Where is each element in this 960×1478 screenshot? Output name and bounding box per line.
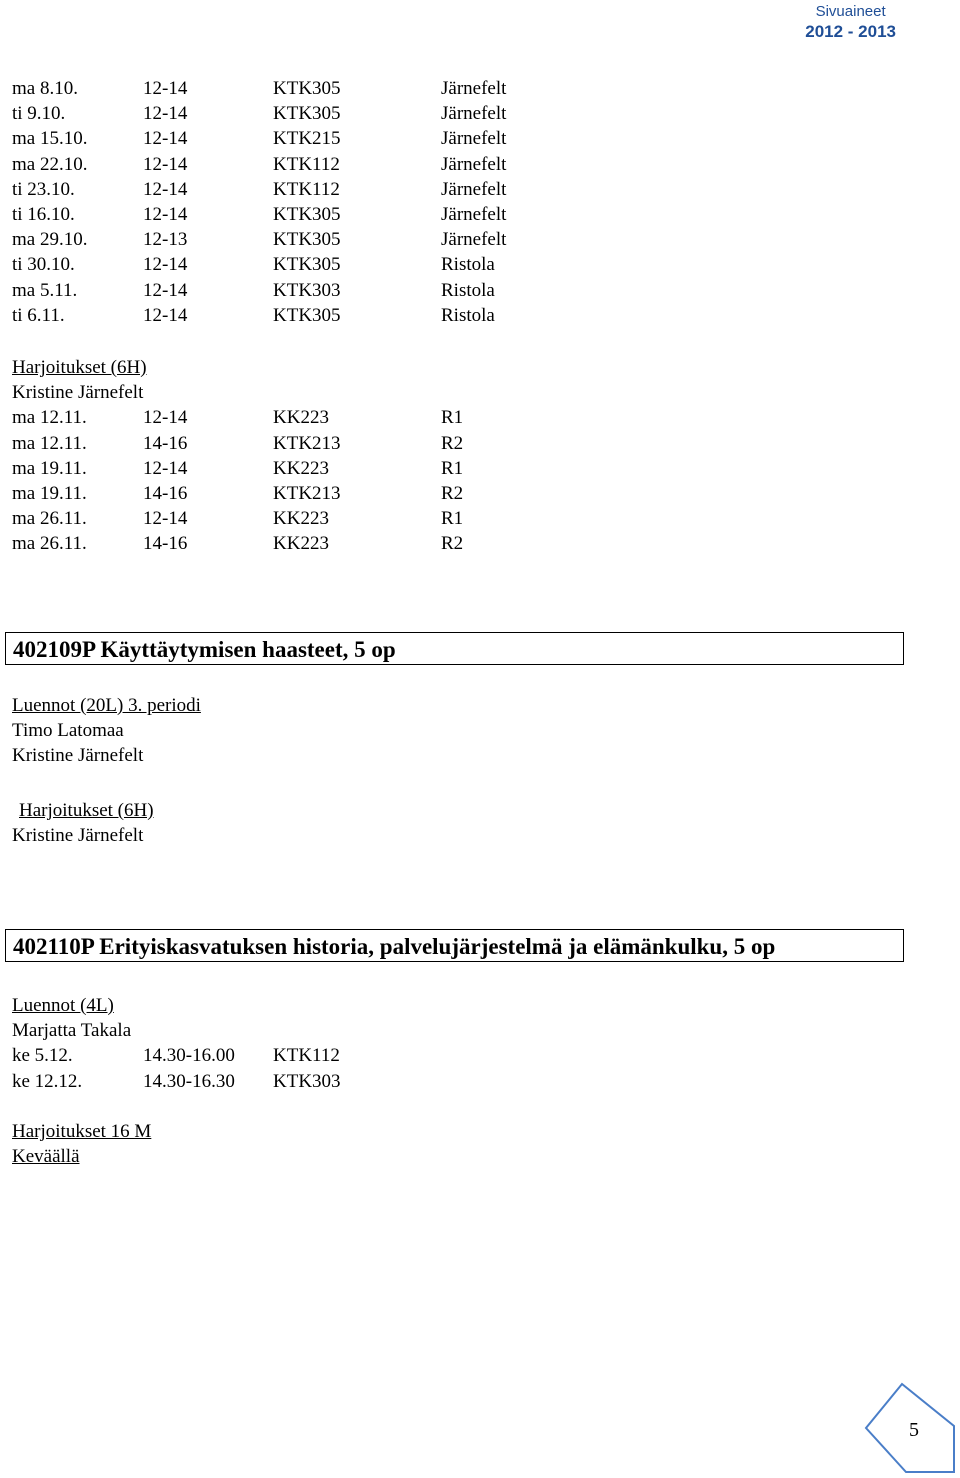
room-cell: KTK213 [273,482,341,504]
time-cell: 12-14 [143,103,188,125]
date-cell: ti 23.10. [12,178,75,200]
teacher-cell: Järnefelt [441,203,507,225]
room-cell: KTK305 [273,304,341,326]
teacher-cell: R1 [441,407,464,429]
teacher-cell: Järnefelt [441,128,507,150]
room-cell: KTK305 [273,254,341,276]
time-cell: 12-14 [143,178,188,200]
teacher-cell: R1 [441,457,464,479]
lectures-schedule [12,1043,341,1093]
page-header [805,2,896,42]
schedule-row [12,431,464,456]
teacher-cell: Ristola [441,254,495,276]
lecturer-name: Kristine Järnefelt [12,745,144,767]
page-number-badge [862,1382,958,1474]
time-cell: 14-16 [143,432,188,454]
date-cell: ke 5.12. [12,1045,73,1067]
time-cell: 12-14 [143,304,188,326]
exercises-schedule [12,405,464,556]
teacher-cell: Ristola [441,304,495,326]
room-cell: KTK112 [273,1045,340,1067]
teacher-cell: R1 [441,508,464,530]
date-cell: ma 8.10. [12,78,78,99]
lecturer-name: Timo Latomaa [12,720,124,742]
teacher-cell: Järnefelt [441,153,507,175]
time-cell: 12-14 [143,407,188,429]
teacher-cell: Järnefelt [441,103,507,125]
room-cell: KTK305 [273,103,341,125]
date-cell: ti 9.10. [12,103,66,125]
date-cell: ma 29.10. [12,229,88,251]
exercises-teacher: Kristine Järnefelt [12,825,144,846]
teacher-cell: Ristola [441,279,495,301]
exercises-heading: Harjoitukset (6H) [12,357,147,378]
teacher-cell: Järnefelt [441,178,507,200]
teacher-cell: R2 [441,482,464,504]
time-cell: 12-14 [143,203,188,225]
time-cell: 14.30-16.30 [143,1070,235,1092]
exercises-section-1 [12,355,464,557]
lectures-heading: Luennot (4L) [12,995,114,1016]
date-cell: ma 5.11. [12,279,78,301]
schedule-row [12,1043,340,1068]
date-cell: ma 12.11. [12,432,87,454]
time-cell: 12-14 [143,457,188,479]
room-cell: KTK305 [273,78,341,99]
date-cell: ma 15.10. [12,128,88,150]
room-cell: KTK112 [273,178,340,200]
room-cell: KTK112 [273,153,340,175]
room-cell: KK223 [273,533,329,555]
course-title-402110P: 402110P Erityiskasvatuksen historia, palvelujärjestelmä ja elämänkulku, 5 op [5,929,904,962]
teacher-cell: Järnefelt [441,229,507,251]
course2-exercises [12,1119,151,1169]
room-cell: KTK213 [273,432,341,454]
time-cell: 12-14 [143,254,188,276]
course-title-402109P: 402109P Käyttäytymisen haasteet, 5 op [5,632,904,665]
exercises-heading: Harjoitukset 16 M [12,1121,152,1142]
date-cell: ti 6.11. [12,304,65,326]
time-cell: 14-16 [143,533,188,555]
room-cell: KK223 [273,457,329,479]
date-cell: ke 12.12. [12,1070,83,1092]
course1-exercises [19,798,154,823]
time-cell: 14-16 [143,482,188,504]
time-cell: 12-14 [143,78,188,99]
date-cell: ti 16.10. [12,203,75,225]
lecturer-name: Marjatta Takala [12,1020,132,1042]
teacher-cell: R2 [441,432,464,454]
time-cell: 12-14 [143,153,188,175]
teacher-cell: Järnefelt [441,78,507,99]
time-cell: 12-13 [143,229,188,251]
schedule-row [12,506,464,531]
room-cell: KK223 [273,407,329,429]
header-subject: Sivuaineet [815,3,886,20]
time-cell: 12-14 [143,279,188,301]
date-cell: ma 19.11. [12,457,87,479]
exercises-note: Keväällä [12,1146,80,1168]
date-cell: ma 19.11. [12,482,87,504]
date-cell: ma 26.11. [12,533,87,555]
schedule-row [12,531,464,556]
lectures-heading: Luennot (20L) 3. periodi [12,695,201,716]
room-cell: KTK215 [273,128,341,150]
schedule-row [12,405,464,430]
room-cell: KTK303 [273,279,341,301]
time-cell: 12-14 [143,508,188,530]
schedule-row [12,456,464,481]
header-year: 2012 - 2013 [805,22,896,41]
room-cell: KTK303 [273,1070,341,1092]
room-cell: KK223 [273,508,329,530]
date-cell: ma 26.11. [12,508,87,530]
time-cell: 12-14 [143,128,188,150]
course2-details [12,993,341,1094]
course1-exercises-teacher [12,823,143,848]
room-cell: KTK305 [273,229,341,251]
schedule-row [12,1069,341,1094]
exercises-heading: Harjoitukset (6H) [19,800,154,821]
course1-details [12,693,201,769]
date-cell: ma 22.10. [12,153,88,175]
date-cell: ma 12.11. [12,407,87,429]
schedule-row [12,481,464,506]
room-cell: KTK305 [273,203,341,225]
time-cell: 14.30-16.00 [143,1045,235,1067]
date-cell: ti 30.10. [12,254,75,276]
teacher-cell: R2 [441,533,464,555]
page-number: 5 [909,1419,919,1441]
exercises-teacher: Kristine Järnefelt [12,382,144,404]
